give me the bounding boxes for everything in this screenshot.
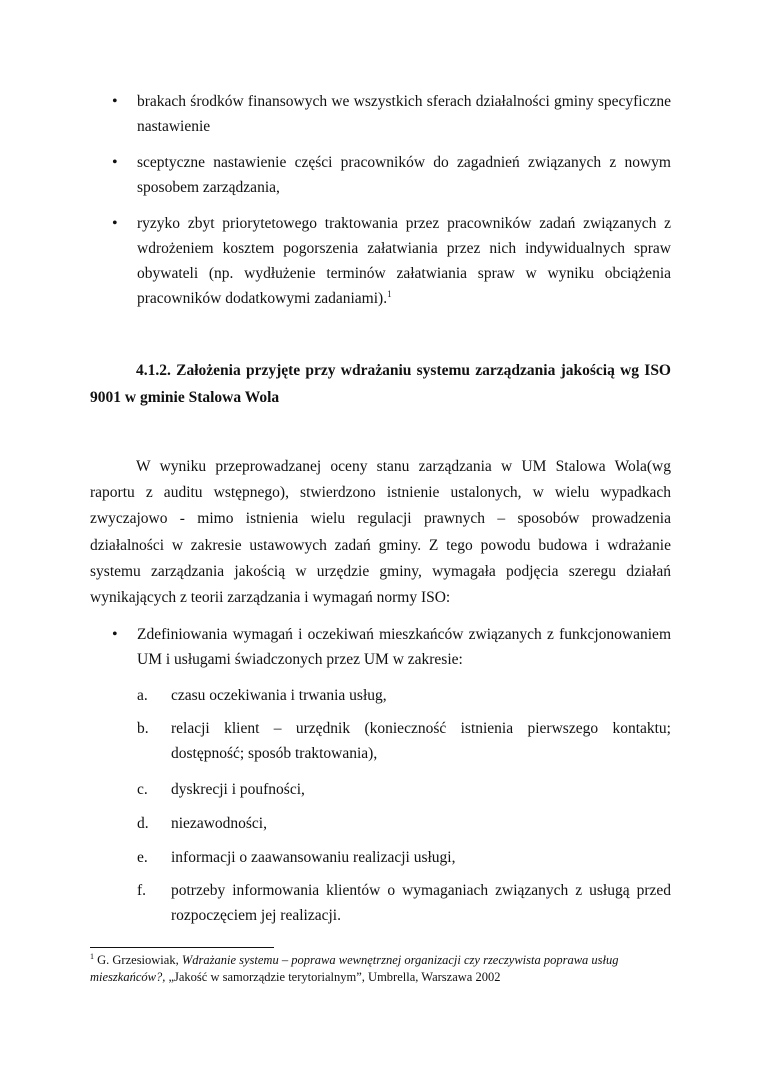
footnote <box>90 952 671 986</box>
sub-list-text: relacji klient – urzędnik (konieczność istnienia pierwszego kontaktu; dostępność; sposób traktowania), <box>171 720 671 762</box>
bullet-text-body: ryzyko zbyt priorytetowego traktowania przez pracowników zadań związanych z wdrożeniem kosztem pogorszenia załatwiania przez nich indywidualnych spraw obywateli (np. wydłużenie terminów załatwiania spraw w wyniku obciążenia pracowników dodatkowymi zadaniami). <box>137 215 671 307</box>
bullet-text: brakach środków finansowych we wszystkich sferach działalności gminy specyficzne nastawienie <box>137 93 671 135</box>
bullet-icon: • <box>112 154 118 171</box>
footnote-author: G. Grzesiowiak, <box>97 953 182 967</box>
sub-list-text: czasu oczekiwania i trwania usług, <box>171 687 387 704</box>
sub-list-marker: b. <box>137 720 149 737</box>
bullet-icon: • <box>112 215 118 232</box>
sub-list-marker: a. <box>137 687 148 704</box>
sub-list-marker: e. <box>137 849 148 866</box>
bullet-icon: • <box>112 626 118 643</box>
sub-list-marker: f. <box>137 882 147 899</box>
sub-list-marker: d. <box>137 815 149 832</box>
sub-list-text: niezawodności, <box>171 815 267 832</box>
bullet-text <box>137 211 671 311</box>
footnote-title: Wdrażanie systemu – poprawa wewnętrznej organizacji czy rzeczywista poprawa usług mieszkańców?, <box>90 953 619 984</box>
bullet-text: Zdefiniowania wymagań i oczekiwań mieszkańców związanych z funkcjonowaniem UM i usługami świadczonych przez UM w zakresie: <box>137 626 671 668</box>
bullet-icon: • <box>112 93 118 110</box>
footnote-source: „Jakość w samorządzie terytorialnym”, Umbrella, Warszawa 2002 <box>168 970 501 984</box>
section-heading: 4.1.2. Założenia przyjęte przy wdrażaniu systemu zarządzania jakością wg ISO 9001 w gminie Stalowa Wola <box>90 362 671 406</box>
footnote-number: 1 <box>90 952 94 961</box>
sub-list-text: dyskrecji i poufności, <box>171 781 305 798</box>
footnote-divider <box>90 947 274 948</box>
sub-list-text: potrzeby informowania klientów o wymaganiach związanych z usługą przed rozpoczęciem jej realizacji. <box>171 882 671 924</box>
bullet-text: sceptyczne nastawienie części pracowników do zagadnień związanych z nowym sposobem zarządzania, <box>137 154 671 196</box>
sub-list-marker: c. <box>137 781 148 798</box>
footnote-reference[interactable]: 1 <box>387 289 392 299</box>
body-paragraph: W wyniku przeprowadzanej oceny stanu zarządzania w UM Stalowa Wola(wg raportu z auditu wstępnego), stwierdzono istnienie ustalonych, w wielu wypadkach zwyczajowo - mimo istnienia wielu regulacji prawnych – sposobów prowadzenia działalności w zakresie ustawowych zadań gminy. Z tego powodu budowa i wdrażanie systemu zarządzania jakością w urzędzie gminy, wymagała podjęcia szeregu działań wynikających z teorii zarządzania i wymagań normy ISO: <box>90 458 671 607</box>
sub-list-text: informacji o zaawansowaniu realizacji usługi, <box>171 849 456 866</box>
